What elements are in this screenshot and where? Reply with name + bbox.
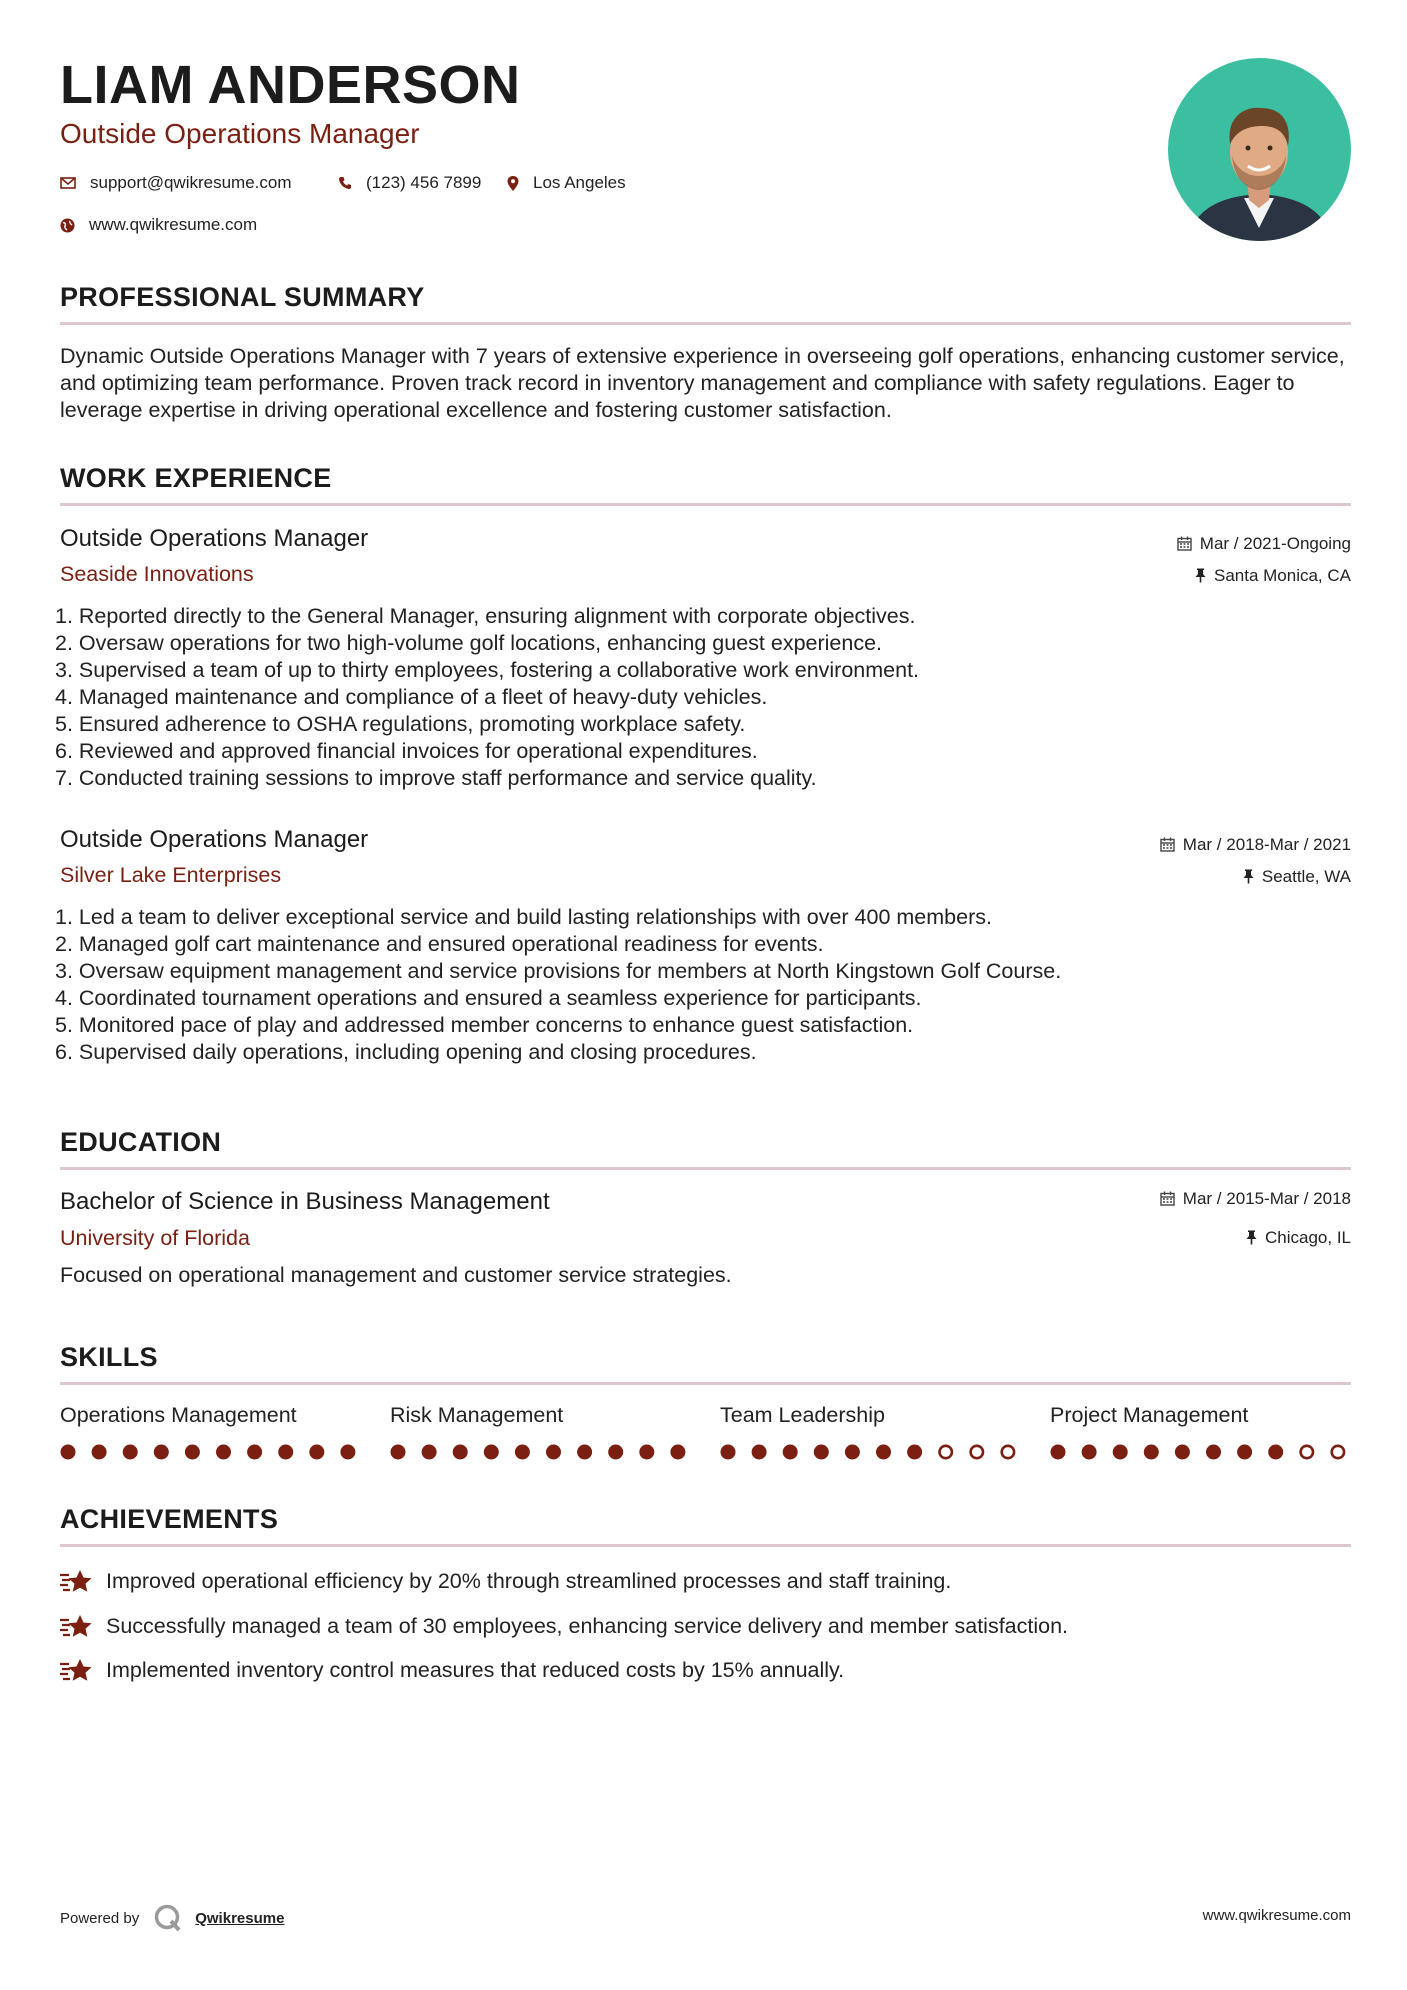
- degree-title: Bachelor of Science in Business Management: [60, 1188, 550, 1215]
- list-item: 5. Ensured adherence to OSHA regulations, promoting workplace safety.: [55, 712, 746, 736]
- skill-dot-filled: [721, 1445, 736, 1460]
- achievement-text: Successfully managed a team of 30 employees, enhancing service delivery and member satisfaction.: [106, 1613, 1069, 1638]
- skill-dot-filled: [907, 1445, 922, 1460]
- footer-url[interactable]: www.qwikresume.com: [1202, 1907, 1351, 1924]
- job-dates: [1177, 535, 1351, 552]
- location-text: Los Angeles: [533, 173, 626, 192]
- education-location-text: Chicago, IL: [1265, 1228, 1351, 1247]
- job-dates-text: Mar / 2021-Ongoing: [1199, 534, 1351, 553]
- candidate-role: Outside Operations Manager: [60, 118, 420, 149]
- skill-dot-filled: [185, 1445, 200, 1460]
- skill-dot-empty: [940, 1446, 952, 1458]
- school-name: University of Florida: [60, 1226, 250, 1250]
- company-name: Silver Lake Enterprises: [60, 863, 282, 887]
- skill-dot-filled: [1237, 1445, 1252, 1460]
- shooting-star-icon: [60, 1612, 94, 1640]
- skill-dot-filled: [1144, 1445, 1159, 1460]
- phone-icon: [338, 176, 352, 190]
- skill-dot-filled: [670, 1445, 685, 1460]
- skill-dot-empty: [971, 1446, 983, 1458]
- email-contact[interactable]: [60, 173, 292, 193]
- skill-dot-filled: [154, 1445, 169, 1460]
- list-item: 6. Supervised daily operations, including opening and closing procedures.: [55, 1040, 757, 1064]
- list-item: 4. Managed maintenance and compliance of a fleet of heavy-duty vehicles.: [55, 685, 768, 709]
- skill-dot-filled: [216, 1445, 231, 1460]
- experience-divider: [60, 503, 1351, 506]
- achievements-heading: ACHIEVEMENTS: [60, 1504, 279, 1534]
- skill-dot-filled: [247, 1445, 262, 1460]
- skill-dot-empty: [1332, 1446, 1344, 1458]
- skill-dot-filled: [1268, 1445, 1283, 1460]
- skill-dot-filled: [845, 1445, 860, 1460]
- summary-divider: [60, 322, 1351, 325]
- list-item: 2. Oversaw operations for two high-volume golf locations, enhancing guest experience.: [55, 631, 883, 655]
- skill-dot-filled: [1175, 1445, 1190, 1460]
- skills-heading: SKILLS: [60, 1342, 158, 1372]
- education-heading: EDUCATION: [60, 1127, 222, 1157]
- skill-dot-filled: [123, 1445, 138, 1460]
- skill-name: Project Management: [1050, 1403, 1249, 1427]
- skill-rating: [390, 1441, 695, 1463]
- qwikresume-logo-icon: [153, 1903, 183, 1933]
- skill-dot-filled: [92, 1445, 107, 1460]
- skill-dot-empty: [1301, 1446, 1313, 1458]
- email-text: support@qwikresume.com: [90, 173, 292, 192]
- skill-dot-filled: [783, 1445, 798, 1460]
- phone-contact[interactable]: [338, 173, 481, 193]
- skill-dot-filled: [422, 1445, 437, 1460]
- skill-item: [720, 1405, 1040, 1427]
- achievement-text: Implemented inventory control measures that reduced costs by 15% annually.: [106, 1657, 845, 1682]
- envelope-icon: [60, 177, 76, 189]
- job-location-text: Seattle, WA: [1261, 867, 1351, 886]
- skill-item: [1050, 1405, 1370, 1427]
- map-pin-icon: [507, 176, 519, 191]
- list-item: 3. Supervised a team of up to thirty employees, fostering a collaborative work environment.: [55, 658, 920, 682]
- skill-dot-filled: [814, 1445, 829, 1460]
- skill-dot-filled: [577, 1445, 592, 1460]
- footer-powered-by: [60, 1903, 284, 1933]
- skill-item: [60, 1405, 380, 1427]
- skill-dot-filled: [1206, 1445, 1221, 1460]
- list-item: 5. Monitored pace of play and addressed member concerns to enhance guest satisfaction.: [55, 1013, 914, 1037]
- skill-dot-filled: [453, 1445, 468, 1460]
- skill-dot-filled: [546, 1445, 561, 1460]
- achievement-item: [60, 1612, 1068, 1640]
- company-name: Seaside Innovations: [60, 562, 254, 586]
- skill-rating: [60, 1441, 365, 1463]
- skill-rating: [1050, 1441, 1355, 1463]
- education-divider: [60, 1167, 1351, 1170]
- powered-by-text: Powered by: [60, 1909, 140, 1927]
- list-item: 2. Managed golf cart maintenance and ensured operational readiness for events.: [55, 932, 824, 956]
- summary-heading: PROFESSIONAL SUMMARY: [60, 282, 425, 312]
- achievement-text: Improved operational efficiency by 20% through streamlined processes and staff training.: [106, 1568, 952, 1593]
- job-title: Outside Operations Manager: [60, 525, 369, 552]
- skill-dot-filled: [515, 1445, 530, 1460]
- skill-dot-filled: [484, 1445, 499, 1460]
- skill-name: Risk Management: [390, 1403, 564, 1427]
- skill-dot-empty: [1002, 1446, 1014, 1458]
- calendar-icon: [1160, 837, 1175, 852]
- education-dates-text: Mar / 2015-Mar / 2018: [1182, 1189, 1351, 1208]
- pushpin-icon: [1243, 869, 1254, 884]
- pushpin-icon: [1246, 1230, 1257, 1245]
- education-location: [1246, 1229, 1351, 1246]
- list-item: 6. Reviewed and approved financial invoices for operational expenditures.: [55, 739, 758, 763]
- skill-dot-filled: [309, 1445, 324, 1460]
- summary-text: Dynamic Outside Operations Manager with 7 years of extensive experience in overseeing golf operations, enhancing customer service, and optimizing team performance. Proven track record in inventory management and compliance with safety regulations. Eager to leverage expertise in driving operational excellence and fostering customer satisfaction.: [60, 344, 1345, 422]
- skill-dot-filled: [752, 1445, 767, 1460]
- shooting-star-icon: [60, 1567, 94, 1595]
- shooting-star-icon: [60, 1656, 94, 1684]
- skill-dot-filled: [1051, 1445, 1066, 1460]
- job-responsibilities: [55, 603, 1305, 792]
- job-dates-text: Mar / 2018-Mar / 2021: [1182, 835, 1351, 854]
- job-location: [1243, 868, 1351, 885]
- skill-dot-filled: [608, 1445, 623, 1460]
- skill-dot-filled: [876, 1445, 891, 1460]
- job-location-text: Santa Monica, CA: [1213, 566, 1351, 585]
- website-contact[interactable]: [60, 215, 257, 235]
- job-responsibilities: [55, 904, 1305, 1066]
- qwikresume-link[interactable]: Qwikresume: [195, 1909, 285, 1927]
- skill-dot-filled: [639, 1445, 654, 1460]
- calendar-icon: [1160, 1191, 1175, 1206]
- skill-dot-filled: [1082, 1445, 1097, 1460]
- candidate-name: LIAM ANDERSON: [60, 55, 521, 115]
- globe-icon: [60, 218, 75, 233]
- list-item: 7. Conducted training sessions to improve staff performance and service quality.: [55, 766, 817, 790]
- skill-name: Operations Management: [60, 1403, 297, 1427]
- profile-photo: [1168, 58, 1351, 241]
- skill-dot-filled: [391, 1445, 406, 1460]
- job-location: [1195, 567, 1351, 584]
- skill-item: [390, 1405, 710, 1427]
- list-item: 4. Coordinated tournament operations and ensured a seamless experience for participants.: [55, 986, 922, 1010]
- achievement-item: [60, 1656, 844, 1684]
- education-description: Focused on operational management and customer service strategies.: [60, 1263, 732, 1287]
- phone-text: (123) 456 7899: [366, 173, 482, 192]
- list-item: 3. Oversaw equipment management and service provisions for members at North Kingstown Golf Course.: [55, 959, 1062, 983]
- calendar-icon: [1177, 536, 1192, 551]
- skill-dot-filled: [1113, 1445, 1128, 1460]
- list-item: 1. Led a team to deliver exceptional service and build lasting relationships with over 400 members.: [55, 905, 992, 929]
- experience-heading: WORK EXPERIENCE: [60, 463, 332, 493]
- pushpin-icon: [1195, 568, 1206, 583]
- website-text: www.qwikresume.com: [89, 215, 258, 234]
- education-dates: [1160, 1190, 1351, 1207]
- job-title: Outside Operations Manager: [60, 826, 369, 853]
- location-contact: [507, 173, 626, 193]
- skill-name: Team Leadership: [720, 1403, 885, 1427]
- skill-dot-filled: [340, 1445, 355, 1460]
- achievements-divider: [60, 1544, 1351, 1547]
- skill-dot-filled: [278, 1445, 293, 1460]
- list-item: 1. Reported directly to the General Manager, ensuring alignment with corporate objectives.: [55, 604, 916, 628]
- skill-dot-filled: [61, 1445, 76, 1460]
- skill-rating: [720, 1441, 1025, 1463]
- skills-divider: [60, 1382, 1351, 1385]
- achievement-item: [60, 1567, 951, 1595]
- job-dates: [1160, 836, 1351, 853]
